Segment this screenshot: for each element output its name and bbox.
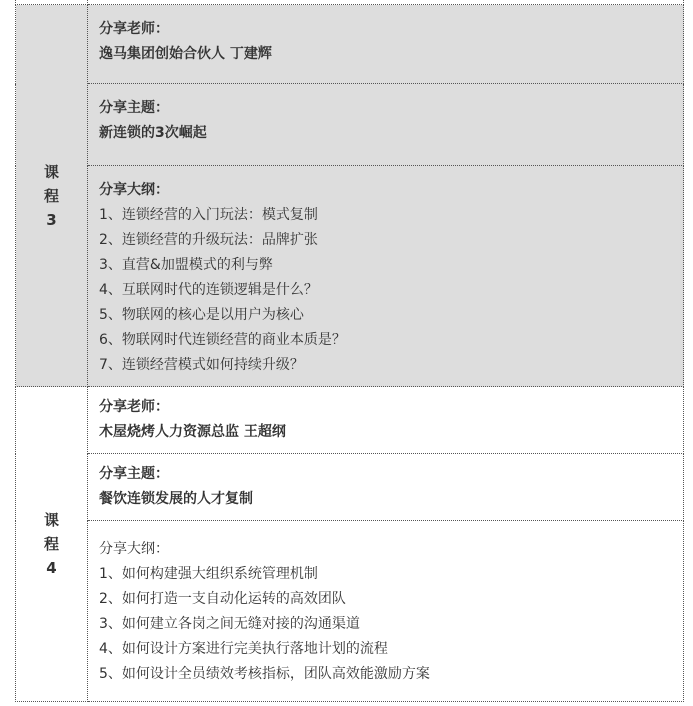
teacher-heading: 分享老师： <box>99 21 169 37</box>
outline-item: 4、互联网时代的连锁逻辑是什么？ <box>99 282 318 298</box>
outline-item: 1、连锁经营的入门玩法：模式复制 <box>99 207 318 223</box>
teacher-heading: 分享老师： <box>99 399 169 415</box>
outline-item: 3、如何建立各岗之间无缝对接的沟通渠道 <box>99 616 360 632</box>
course-4-topic-row <box>16 454 684 521</box>
course-4-teacher-row <box>16 387 684 454</box>
course-4-outline-row <box>16 521 684 702</box>
course-schedule-table <box>15 0 684 702</box>
topic-heading: 分享主题： <box>99 100 169 116</box>
course-3-teacher-row <box>16 5 684 84</box>
outline-item: 5、如何设计全员绩效考核指标，团队高效能激励方案 <box>99 666 430 682</box>
course-4-topic-cell <box>88 454 684 521</box>
outline-heading: 分享大纲： <box>99 541 169 557</box>
course-3-teacher-cell <box>88 5 684 84</box>
topic-title: 餐饮连锁发展的人才复制 <box>99 491 253 507</box>
outline-item: 2、连锁经营的升级玩法：品牌扩张 <box>99 232 318 248</box>
course-4-label <box>16 387 88 702</box>
topic-heading: 分享主题： <box>99 466 169 482</box>
outline-item: 5、物联网的核心是以用户为核心 <box>99 307 304 323</box>
course-4-teacher-cell <box>88 387 684 454</box>
course-label-char: 程 <box>43 186 59 205</box>
course-label-number: 4 <box>46 559 57 577</box>
outline-item: 6、物联网时代连锁经营的商业本质是？ <box>99 332 346 348</box>
course-3-outline-cell <box>88 166 684 387</box>
course-label-char: 程 <box>43 535 59 553</box>
outline-item: 2、如何打造一支自动化运转的高效团队 <box>99 591 346 607</box>
course-3-topic-cell <box>88 84 684 166</box>
course-label-char: 课 <box>43 511 59 529</box>
outline-item: 3、直营&加盟模式的利与弊 <box>99 257 273 273</box>
outline-item: 4、如何设计方案进行完美执行落地计划的流程 <box>99 641 388 657</box>
course-3-outline-row <box>16 166 684 387</box>
outline-item: 7、连锁经营模式如何持续升级？ <box>99 357 304 373</box>
teacher-name: 逸马集团创始合伙人 丁建辉 <box>99 46 272 62</box>
course-label-number: 3 <box>46 210 57 229</box>
topic-title: 新连锁的3次崛起 <box>99 125 207 141</box>
course-3-label <box>16 5 88 387</box>
outline-heading: 分享大纲： <box>99 182 169 198</box>
teacher-name: 木屋烧烤人力资源总监 王超纲 <box>99 424 286 440</box>
course-label-char: 课 <box>43 162 59 181</box>
course-3-topic-row <box>16 84 684 166</box>
course-4-outline-cell <box>88 521 684 702</box>
outline-item: 1、如何构建强大组织系统管理机制 <box>99 566 318 582</box>
